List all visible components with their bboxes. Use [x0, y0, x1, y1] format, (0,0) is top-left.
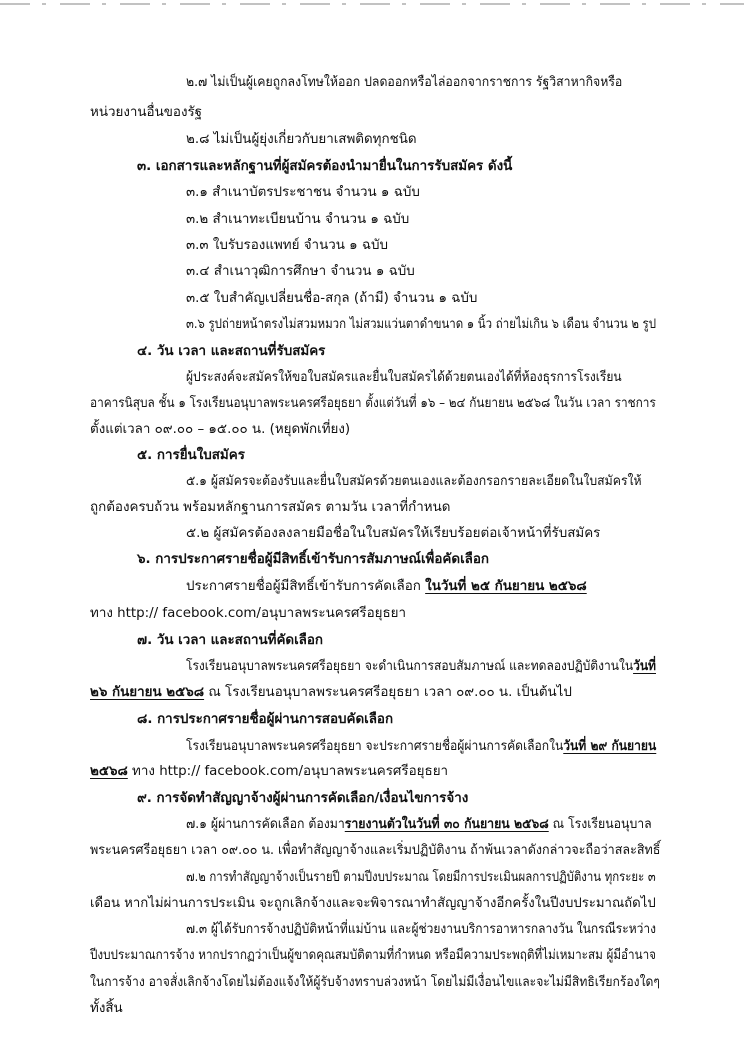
emphasized-date: วันที่ ๒๙ กันยายน — [563, 739, 657, 754]
text-line — [186, 657, 656, 677]
text-span: ในการจ้าง อาจสั่งเลิกจ้างโดยไม่ต้องแจ้งให้ผู้รับจ้างทราบล่วงหน้า โดยไม่มีเงื่อนไขและจะไม่มีสิทธิเรียกร้องใดๆ — [90, 975, 660, 990]
text-span: ๓. เอกสารและหลักฐานที่ผู้สมัครต้องนำมายื่นในการรับสมัคร ดังนี้ — [137, 159, 513, 174]
text-span: โรงเรียนอนุบาลพระนครศรีอยุธยา จะประกาศรายชื่อผู้ผ่านการคัดเลือกใน — [186, 739, 564, 754]
text-line — [186, 868, 656, 888]
emphasized-date: วันที่ — [633, 659, 656, 674]
text-line — [90, 604, 406, 624]
text-span: ทาง http:// facebook.com/อนุบาลพระนครศรีอยุธยา — [90, 606, 407, 621]
section-7-heading — [137, 631, 323, 651]
section-3-heading — [137, 157, 512, 177]
text-line — [186, 472, 642, 492]
section-6-heading — [137, 550, 489, 570]
text-span: ๓.๒ สำเนาทะเบียนบ้าน จำนวน ๑ ฉบับ — [186, 212, 410, 227]
text-span: ๒.๗ ไม่เป็นผู้เคยถูกลงโทษให้ออก ปลดออกหรือไล่ออกจากราชการ รัฐวิสาหากิจหรือ — [186, 75, 623, 90]
text-span: ๕.๒ ผู้สมัครต้องลงลายมือชื่อในใบสมัครให้เรียบร้อยต่อเจ้าหน้าที่รับสมัคร — [186, 526, 601, 541]
section-5-heading — [137, 446, 245, 466]
section-9-heading — [137, 789, 468, 809]
text-span: ๓.๕ ใบสำคัญเปลี่ยนชื่อ-สกุล (ถ้ามี) จำนวน ๑ ฉบับ — [186, 291, 478, 306]
section-8-heading — [137, 710, 393, 730]
text-line — [90, 103, 202, 123]
text-line — [90, 894, 656, 914]
text-span: ถูกต้องครบถ้วน พร้อมหลักฐานการสมัคร ตามวัน เวลาที่กำหนด — [90, 500, 451, 515]
text-line — [186, 289, 477, 309]
text-span: ตั้งแต่เวลา ๐๙.๐๐ – ๑๕.๐๐ น. (หยุดพักเที่ยง) — [90, 422, 351, 437]
text-span: ๖. การประกาศรายชื่อผู้มีสิทธิ์เข้ารับการสัมภาษณ์เพื่อคัดเลือก — [137, 552, 490, 567]
text-span: ณ โรงเรียนอนุบาล — [548, 817, 652, 832]
emphasized-date: ในวันที่ ๒๕ กันยายน ๒๕๖๘ — [425, 579, 587, 594]
text-span: ณ โรงเรียนอนุบาลพระนครศรีอยุธยา เวลา ๐๙.๐๐ น. เป็นต้นไป — [204, 685, 572, 700]
text-span: ทาง http:// facebook.com/อนุบาลพระนครศรีอยุธยา — [127, 764, 449, 779]
text-span: หน่วยงานอื่นของรัฐ — [90, 105, 203, 120]
emphasized-date: ๒๕๖๘ — [90, 764, 128, 779]
text-span: เดือน หากไม่ผ่านการประเมิน จะถูกเลิกจ้างและจะพิจารณาทำสัญญาจ้างอีกครั้งในปีงบประมาณถัดไป — [90, 896, 656, 911]
text-span: ประกาศรายชื่อผู้มีสิทธิ์เข้ารับการคัดเลือก — [186, 579, 426, 594]
text-span: ๗.๑ ผู้ผ่านการคัดเลือก ต้องมา — [186, 817, 345, 832]
text-line — [90, 841, 660, 861]
text-line — [90, 973, 660, 993]
text-span: ทั้งสิ้น — [90, 1001, 123, 1016]
text-span: ๓.๔ สำเนาวุฒิการศึกษา จำนวน ๑ ฉบับ — [186, 264, 415, 279]
text-span: ๓.๓ ใบรับรองแพทย์ จำนวน ๑ ฉบับ — [186, 238, 389, 253]
text-line — [186, 368, 622, 388]
text-line — [90, 946, 656, 966]
text-span: ๗.๒ การทำสัญญาจ้างเป็นรายปี ตามปีงบประมาณ โดยมีการประเมินผลการปฏิบัติงาน ทุกระยะ ๓ — [186, 870, 656, 885]
emphasized-date: รายงานตัวในวันที่ ๓๐ กันยายน ๒๕๖๘ — [344, 817, 549, 832]
text-span: ๘. การประกาศรายชื่อผู้ผ่านการสอบคัดเลือก — [137, 712, 394, 727]
text-span: ๙. การจัดทำสัญญาจ้างผู้ผ่านการคัดเลือก/เงื่อนไขการจ้าง — [137, 791, 469, 806]
text-span: ๒.๘ ไม่เป็นผู้ยุ่งเกี่ยวกับยาเสพติดทุกชนิด — [186, 132, 417, 147]
text-line — [90, 498, 450, 518]
text-line — [186, 262, 415, 282]
text-line — [90, 999, 123, 1019]
text-line — [186, 315, 656, 335]
text-line — [186, 236, 388, 256]
text-span: ๗. วัน เวลา และสถานที่คัดเลือก — [137, 633, 324, 648]
text-span: ๓.๑ สำเนาบัตรประชาชน จำนวน ๑ ฉบับ — [186, 185, 420, 200]
text-span: ๕. การยื่นใบสมัคร — [137, 448, 245, 463]
text-line — [90, 420, 350, 440]
text-span: ผู้ประสงค์จะสมัครให้ขอใบสมัครและยื่นใบสมัครได้ด้วยตนเองได้ที่ห้องธุรการโรงเรียน — [186, 370, 622, 385]
text-line — [90, 762, 448, 782]
text-span: โรงเรียนอนุบาลพระนครศรีอยุธยา จะดำเนินการสอบสัมภาษณ์ และทดลองปฏิบัติงานใน — [186, 659, 634, 674]
emphasized-date: ๒๖ กันยายน ๒๕๖๘ — [90, 685, 205, 700]
text-span: ปีงบประมาณการจ้าง หากปรากฏว่าเป็นผู้ขาดคุณสมบัติตามที่กำหนด หรือมีความประพฤติที่ไม่เหมาะสม ผู้มีอำนาจ — [90, 948, 656, 963]
text-line — [186, 524, 600, 544]
text-line — [90, 394, 656, 414]
text-line — [90, 683, 572, 703]
text-span: อาคารนิสุบล ชั้น ๑ โรงเรียนอนุบาลพระนครศรีอยุธยา ตั้งแต่วันที่ ๑๖ – ๒๔ กันยายน ๒๕๖๘ ในวัน เวลา ราชการ — [90, 396, 656, 411]
text-span: พระนครศรีอยุธยา เวลา ๐๙.๐๐ น. เพื่อทำสัญญาจ้างและเริ่มปฏิบัติงาน ถ้าพ้นเวลาดังกล่าวจะถือว่าสละสิทธิ์ — [90, 843, 661, 858]
text-span: ๗.๓ ผู้ได้รับการจ้างปฏิบัติหน้าที่แม่บ้าน และผู้ช่วยงานบริการอาหารกลางวัน ในกรณีระหว่าง — [186, 922, 656, 937]
text-line — [186, 183, 420, 203]
text-line — [186, 130, 417, 150]
text-line — [186, 815, 652, 835]
text-span: ๔. วัน เวลา และสถานที่รับสมัคร — [137, 344, 326, 359]
text-span: ๓.๖ รูปถ่ายหน้าตรงไม่สวมหมวก ไม่สวมแว่นตาดำขนาด ๑ นิ้ว ถ่ายไม่เกิน ๖ เดือน จำนวน ๒ รูป — [186, 317, 657, 332]
text-line — [186, 920, 656, 940]
text-line — [186, 577, 587, 597]
text-line — [186, 73, 622, 93]
text-span: ๕.๑ ผู้สมัครจะต้องรับและยื่นใบสมัครด้วยตนเองและต้องกรอกรายละเอียดในใบสมัครให้ — [186, 474, 642, 489]
scan-edge-marks — [0, 3, 744, 5]
text-line — [186, 737, 656, 757]
section-4-heading — [137, 342, 325, 362]
text-line — [186, 210, 409, 230]
